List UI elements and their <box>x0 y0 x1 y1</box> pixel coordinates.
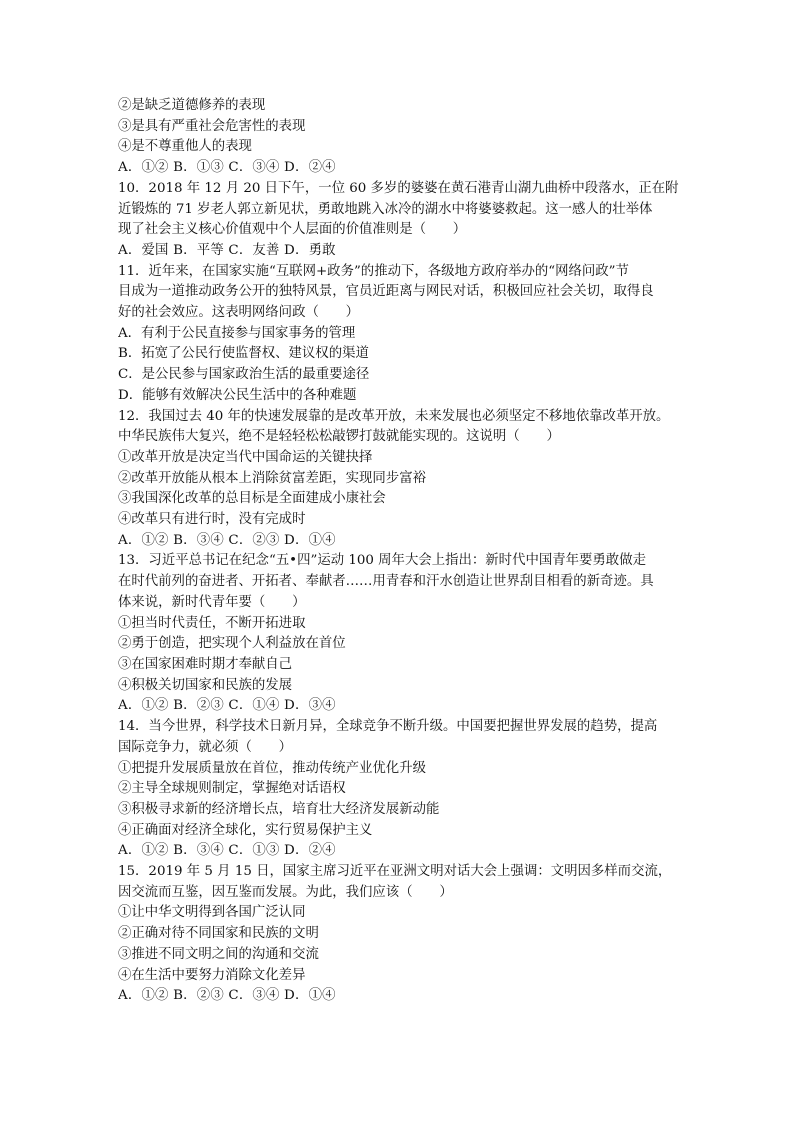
question-11-text: 目成为一道推动政务公开的独特风景，官员近距离与网民对话，积极回应社会关切，取得良 <box>118 284 654 300</box>
answer-choices: A．①② B．①③ C．③④ D．②④ <box>118 160 336 176</box>
question-11-text: 11．近年来，在国家实施“互联网+政务”的推动下，各级地方政府举办的“网络问政”节 <box>118 263 629 279</box>
answer-choices: A．①② B．②③ C．①④ D．③④ <box>118 698 336 714</box>
option-line: ②是缺乏道德修养的表现 <box>118 98 266 113</box>
question-14-text: 14．当今世界，科学技术日新月异，全球竞争不断升级。中国要把握世界发展的趋势，提高 <box>118 719 658 735</box>
answer-choices: A．①② B．③④ C．②③ D．①④ <box>118 532 336 548</box>
option-line: ④是不尊重他人的表现 <box>118 139 252 155</box>
question-13-text: 13．习近平总书记在纪念“五•四”运动 100 周年大会上指出：新时代中国青年要勇敢做走 <box>118 553 646 569</box>
answer-choice: D．能够有效解决公民生活中的各种难题 <box>118 387 357 403</box>
question-10-text: 现了社会主义核心价值观中个人层面的价值准则是（ ） <box>118 222 467 238</box>
option-line: ③在国家困难时期才奉献自己 <box>118 656 293 672</box>
option-line: ④在生活中要努力消除文化差异 <box>118 967 306 983</box>
answer-choice: B．拓宽了公民行使监督权、建议权的渠道 <box>118 346 369 362</box>
question-15-text: 15．2019 年 5 月 15 日，国家主席习近平在亚洲文明对话大会上强调：文明因多样而交流， <box>118 864 672 880</box>
option-line: ②正确对待不同国家和民族的文明 <box>118 926 319 942</box>
option-line: ③我国深化改革的总目标是全面建成小康社会 <box>118 491 386 507</box>
question-12-text: 12．我国过去 40 年的快速发展靠的是改革开放，未来发展也必须坚定不移地依靠改革开放。 <box>118 408 670 424</box>
option-line: ①担当时代责任，不断开拓进取 <box>118 615 306 631</box>
option-line: ③积极寻求新的经济增长点，培育壮大经济发展新动能 <box>118 801 440 817</box>
option-line: ④正确面对经济全球化，实行贸易保护主义 <box>118 822 373 838</box>
answer-choice: C．是公民参与国家政治生活的最重要途径 <box>118 367 370 383</box>
answer-choices: A．爱国 B．平等 C．友善 D．勇敢 <box>118 242 336 258</box>
question-13-text: 体来说，新时代青年要（ ） <box>118 594 306 610</box>
question-11-text: 好的社会效应。这表明网络问政（ ） <box>118 305 360 321</box>
option-line: ①把提升发展质量放在首位，推动传统产业优化升级 <box>118 760 426 776</box>
option-line: ②勇于创造，把实现个人利益放在首位 <box>118 636 346 652</box>
option-line: ③是具有严重社会危害性的表现 <box>118 118 306 134</box>
question-15-text: 因交流而互鉴，因互鉴而发展。为此，我们应该（ ） <box>118 884 453 900</box>
question-12-text: 中华民族伟大复兴，绝不是轻轻松松敲锣打鼓就能实现的。这说明（ ） <box>118 429 560 445</box>
question-10-text: 10．2018 年 12 月 20 日下午，一位 60 多岁的婆婆在黄石港青山湖九曲桥中段落水，正在附 <box>118 180 679 196</box>
question-10-text: 近锻炼的 71 岁老人郭立新见状，勇敢地跳入冰冷的湖水中将婆婆救起。这一感人的壮举体 <box>118 201 653 217</box>
question-14-text: 国际竞争力，就必须（ ） <box>118 739 293 755</box>
question-13-text: 在时代前列的奋进者、开拓者、奉献者……用青春和汗水创造让世界刮目相看的新奇迹。具 <box>118 574 654 590</box>
option-line: ①改革开放是决定当代中国命运的关键抉择 <box>118 449 373 465</box>
option-line: ④改革只有进行时，没有完成时 <box>118 512 306 528</box>
option-line: ②主导全球规则制定，掌握绝对话语权 <box>118 781 346 797</box>
option-line: ②改革开放能从根本上消除贫富差距，实现同步富裕 <box>118 470 426 486</box>
option-line: ①让中华文明得到各国广泛认同 <box>118 905 306 921</box>
answer-choices: A．①② B．③④ C．①③ D．②④ <box>118 843 336 859</box>
answer-choices: A．①② B．②③ C．③④ D．①④ <box>118 988 336 1004</box>
option-line: ③推进不同文明之间的沟通和交流 <box>118 946 319 962</box>
option-line: ④积极关切国家和民族的发展 <box>118 677 293 693</box>
page-content <box>118 96 686 1007</box>
answer-choice: A．有利于公民直接参与国家事务的管理 <box>118 325 356 341</box>
